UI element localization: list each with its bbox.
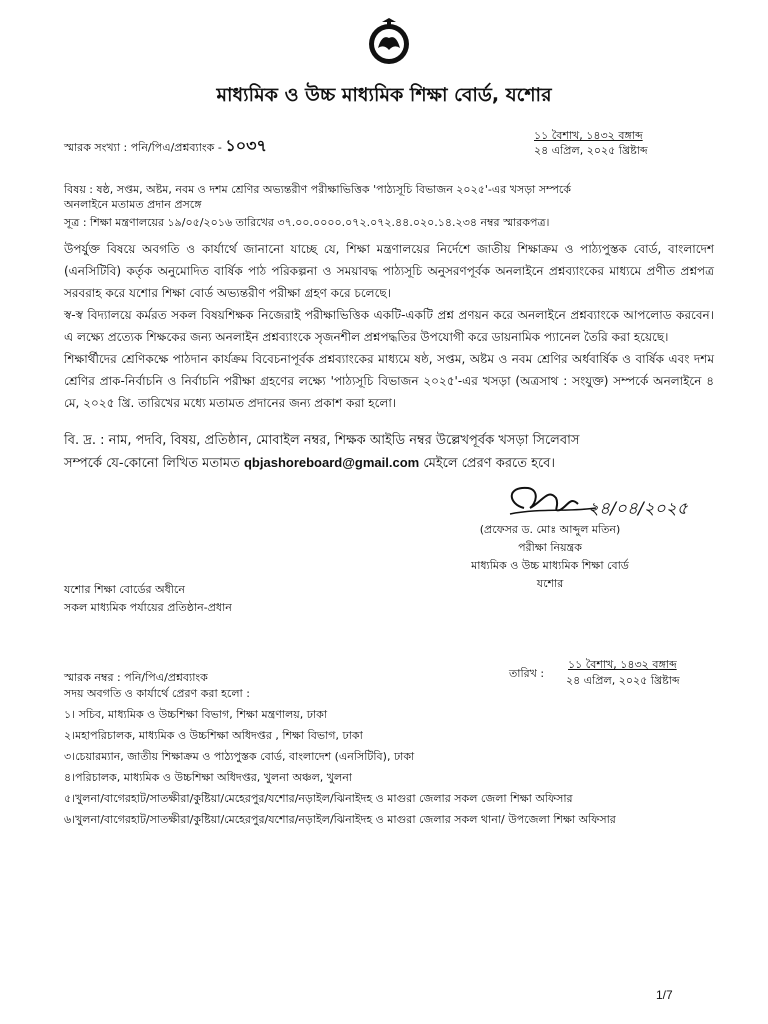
- copy-intro: সদয় অবগতি ও কার্যার্থে প্রেরণ করা হলো :: [64, 687, 250, 700]
- signatory-designation: পরীক্ষা নিয়ন্ত্রক: [518, 541, 582, 554]
- subject-line1: [64, 182, 714, 197]
- signatory-office: মাধ্যমিক ও উচ্চ মাধ্যমিক শিক্ষা বোর্ড: [471, 559, 629, 572]
- board-logo: [364, 18, 414, 66]
- org-title: মাধ্যমিক ও উচ্চ মাধ্যমিক শিক্ষা বোর্ড, যশোর: [216, 84, 552, 106]
- copy-item-1: ১। সচিব, মাধ্যমিক ও উচ্চশিক্ষা বিভাগ, শিক্ষা মন্ত্রণালয়, ঢাকা: [64, 708, 328, 721]
- memo-line: [64, 138, 267, 155]
- subject-text-2: অনলাইনে মতামত প্রদান প্রসঙ্গে: [64, 198, 202, 211]
- body-para-2: স্ব-স্ব বিদ্যালয়ে কর্মরত সকল বিষয়শিক্ষক নিজেরাই পরীক্ষাভিত্তিক একটি-একটি প্রশ্ন প্রণয়ন করে অনলাইনে প্রশ্নব্যাংকে আপলোড করবেন। এ লক্ষ্যে প্রত্যেক শিক্ষকের জন্য অনলাইন প্রশ্নব্যাংকে সৃজনশীল প্রশ্নপদ্ধতির উপযোগী করে ডায়নামিক প্যানেল তৈরি করা হয়েছে।: [64, 308, 714, 344]
- note-line-1: বি. দ্র. : নাম, পদবি, বিষয়, প্রতিষ্ঠান, মোবাইল নম্বর, শিক্ষক আইডি নম্বর উল্লেখপূর্বক খসড়া সিলেবাস: [64, 433, 580, 448]
- note-block: [64, 430, 714, 475]
- signature-date: ২৪/০৪/২০২৫: [588, 499, 688, 519]
- note-line-2: [64, 452, 714, 475]
- note-text-after: মেইলে প্রেরণ করতে হবে।: [423, 456, 556, 471]
- recipient-block: [64, 582, 464, 615]
- memo-number: ১০৩৭: [225, 136, 267, 155]
- date-bengali: ১১ বৈশাখ, ১৪৩২ বঙ্গাব্দ: [534, 129, 643, 142]
- copy-item-6: ৬।খুলনা/বাগেরহাট/সাতক্ষীরা/কুষ্টিয়া/মেহেরপুর/যশোর/নড়াইল/ঝিনাইদহ ও মাগুরা জেলার সকল থানা/ উপজেলা শিক্ষা অফিসার: [64, 813, 616, 826]
- copy-date-label: তারিখ :: [509, 667, 545, 680]
- copy-item-5: ৫।খুলনা/বাগেরহাট/সাতক্ষীরা/কুষ্টিয়া/মেহেরপুর/যশোর/নড়াইল/ঝিনাইদহ ও মাগুরা জেলার সকল জেলা শিক্ষা অফিসার: [64, 792, 573, 805]
- copy-list: [64, 686, 724, 827]
- body-para-3: শিক্ষার্থীদের শ্রেণিকক্ষে পাঠদান কার্যক্রম বিবেচনাপূর্বক প্রশ্নব্যাংকের মাধ্যমে ষষ্ঠ, সপ্তম, অষ্টম ও নবম শ্রেণির অর্ধবার্ষিক ও বার্ষিক এবং দশম শ্রেণির প্রাক-নির্বাচনি ও নির্বাচনি পরীক্ষা গ্রহণের লক্ষ্যে 'পাঠ্যসূচি বিভাজন ২০২৫'-এর খসড়া (অত্রসাথ : সংযুক্ত) সম্পর্কে অনলাইনে ৪ মে, ২০২৫ খ্রি. তারিখের মধ্যে মতামত প্রদানের জন্য প্রকাশ করা হলো।: [64, 352, 714, 410]
- signatory-city: যশোর: [536, 577, 564, 590]
- copy-date-english: ২৪ এপ্রিল, ২০২৫ খ্রিষ্টাব্দ: [566, 674, 680, 687]
- note-text-before: সম্পর্কে যে-কোনো লিখিত মতামত: [64, 456, 240, 471]
- subject-text-1: ষষ্ঠ, সপ্তম, অষ্টম, নবম ও দশম শ্রেণির অভ্যন্তরীণ পরীক্ষাভিত্তিক 'পাঠ্যসূচি বিভাজন ২০২৫'-এর খসড়া সম্পর্কে: [96, 183, 571, 196]
- recipient-line-2: সকল মাধ্যমিক পর্যায়ের প্রতিষ্ঠান-প্রধান: [64, 601, 232, 614]
- date-english: ২৪ এপ্রিল, ২০২৫ খ্রিষ্টাব্দ: [534, 144, 648, 157]
- copy-memo-label: স্মারক নম্বর : পনি/পিএ/প্রশ্নব্যাংক: [64, 671, 208, 684]
- copy-item-4: ৪।পরিচালক, মাধ্যমিক ও উচ্চশিক্ষা অধিদপ্তর, খুলনা অঞ্চল, খুলনা: [64, 771, 352, 784]
- copy-date-bengali: ১১ বৈশাখ, ১৪৩২ বঙ্গাব্দ: [568, 658, 677, 671]
- copy-item-2: ২।মহাপরিচালক, মাধ্যমিক ও উচ্চশিক্ষা অধিদপ্তর , শিক্ষা বিভাগ, ঢাকা: [64, 729, 363, 742]
- memo-label: স্মারক সংখ্যা : পনি/পিএ/প্রশ্নব্যাংক -: [64, 141, 222, 154]
- reference-line: সূত্র : শিক্ষা মন্ত্রণালয়ের ১৯/০৫/২০১৬ তারিখের ৩৭.০০.০০০০.০৭২.০৭২.৪৪.০২০.১৪.২৩৪ নম্বর স্মারকপত্র।: [64, 216, 550, 229]
- copy-item-3: ৩।চেয়ারম্যান, জাতীয় শিক্ষাক্রম ও পাঠ্যপুস্তক বোর্ড, বাংলাদেশ (এনসিটিবি), ঢাকা: [64, 750, 415, 763]
- contact-email[interactable]: qbjashoreboard@gmail.com: [243, 455, 420, 470]
- subject-block: [64, 182, 714, 230]
- body-para-1: উপর্যুক্ত বিষয়ে অবগতি ও কার্যার্থে জানানো যাচ্ছে যে, শিক্ষা মন্ত্রণালয়ের নির্দেশে জাতীয় শিক্ষাক্রম ও পাঠ্যপুস্তক বোর্ড, বাংলাদেশ (এনসিটিবি) কর্তৃক অনুমোদিত বার্ষিক পাঠ পরিকল্পনা ও সময়াবদ্ধ পাঠ্যসূচি অনুসরণপূর্বক অনলাইনে প্রশ্নব্যাংকের মাধ্যমে প্রণীত প্রশ্নপত্র সরবরাহ করে যশোর শিক্ষা বোর্ড অভ্যন্তরীণ পরীক্ষা গ্রহণ করে চলেছে।: [64, 242, 714, 300]
- subject-label: বিষয় :: [64, 183, 94, 196]
- signatory-name: (প্রফেসর ড. মোঃ আব্দুল মতিন): [479, 523, 621, 536]
- page-number: 1/7: [656, 988, 673, 1002]
- recipient-line-1: যশোর শিক্ষা বোর্ডের অধীনে: [64, 583, 185, 596]
- signature-block: [430, 522, 670, 591]
